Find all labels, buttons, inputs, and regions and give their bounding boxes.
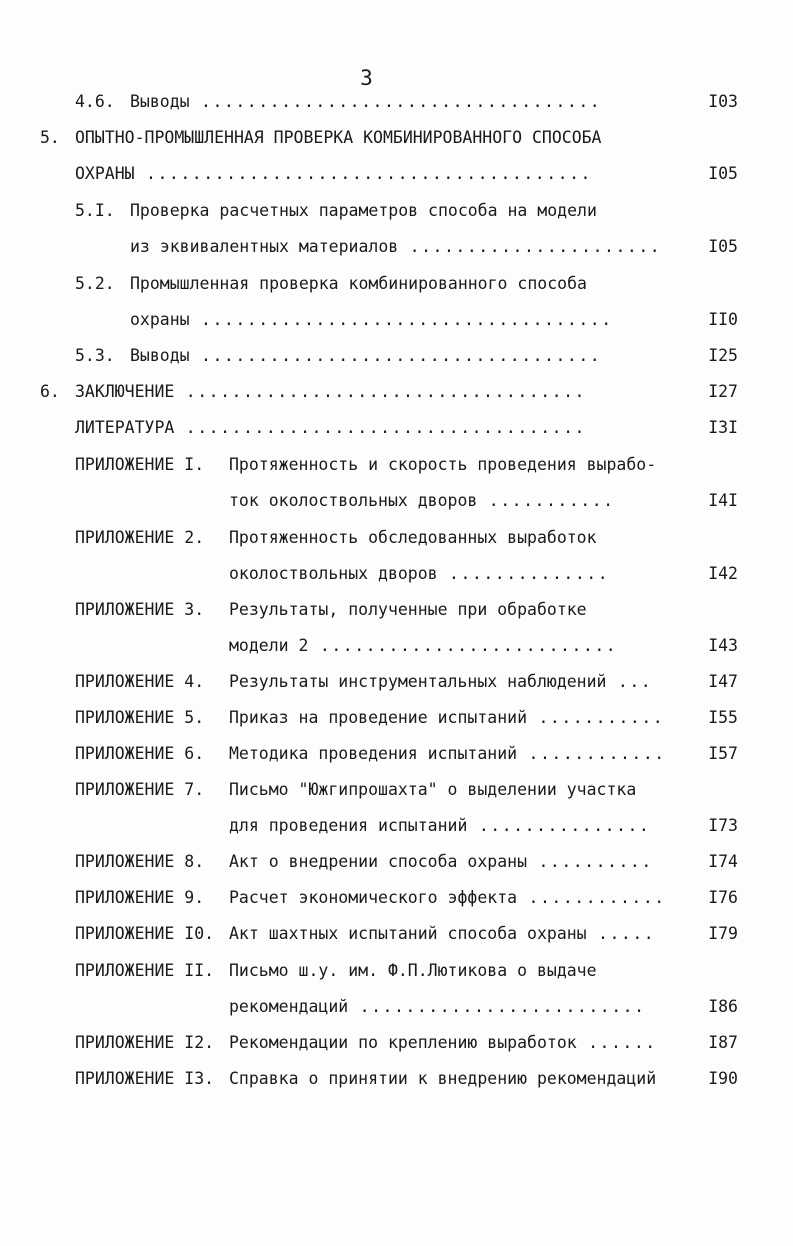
toc-entry[interactable] [229,597,735,623]
entry-prefix: ПРИЛОЖЕНИЕ I. [75,455,205,474]
entry-title: для проведения испытаний [229,816,468,835]
entry-prefix: 5.3. [75,346,115,365]
toc-entry[interactable] [130,198,735,224]
entry-title: Рекомендации по креплению выработок [229,1033,577,1052]
toc-entry[interactable] [75,125,735,151]
entry-title: Расчет экономического эффекта [229,888,518,907]
dot-leader: ................................... [189,92,602,111]
entry-prefix: ПРИЛОЖЕНИЕ 5. [75,708,205,727]
page-ref: I27 [708,382,738,401]
page-ref: II0 [708,310,738,329]
dot-leader: ... [606,672,653,691]
entry-prefix: ПРИЛОЖЕНИЕ I0. [75,924,215,943]
toc-entry[interactable] [229,1066,690,1092]
toc-entry[interactable] [130,307,690,333]
entry-title: ОПЫТНО-ПРОМЫШЛЕННАЯ ПРОВЕРКА КОМБИНИРОВАННОГО СПОСОБА [75,128,602,147]
entry-prefix: ПРИЛОЖЕНИЕ 3. [75,600,205,619]
dot-leader: .................................... [189,310,613,329]
page-ref: I47 [708,672,738,691]
entry-prefix: 5.I. [75,201,115,220]
page-ref: I86 [708,997,738,1016]
toc-entry[interactable] [229,633,690,659]
toc-entry[interactable] [229,561,690,587]
entry-title: Справка о принятии к внедрению рекомендаций [229,1069,657,1088]
page-ref: I87 [708,1033,738,1052]
page-ref: I55 [708,708,738,727]
entry-title: ОХРАНЫ [75,164,135,183]
dot-leader: ................................... [174,418,586,437]
section-number: 5. [40,128,60,147]
toc-entry[interactable] [229,452,735,478]
toc-entry[interactable] [229,777,735,803]
toc-entry[interactable] [130,343,690,369]
entry-title: охраны [130,310,190,329]
toc-entry[interactable] [229,525,735,551]
dot-leader: ................................... [189,346,602,365]
toc-entry[interactable] [130,234,690,260]
entry-title: Протяженность обследованных выработок [229,528,597,547]
entry-prefix: ПРИЛОЖЕНИЕ 2. [75,528,205,547]
toc-entry[interactable] [229,958,735,984]
entry-title: Акт о внедрении способа охраны [229,852,528,871]
entry-prefix: ПРИЛОЖЕНИЕ II. [75,961,215,980]
dot-leader: ........... [527,708,665,727]
dot-leader: ..... [586,924,656,943]
entry-title: ЛИТЕРАТУРА [75,418,175,437]
toc-entry[interactable] [75,161,690,187]
section-number: 6. [40,382,60,401]
entry-prefix: 4.6. [75,92,115,111]
page-ref: I05 [708,237,738,256]
dot-leader: ....................................... [134,164,592,183]
entry-title: Промышленная проверка комбинированного способа [130,274,587,293]
toc-entry[interactable] [75,379,690,405]
page-ref: I43 [708,636,738,655]
page-ref: I79 [708,924,738,943]
entry-title: Проверка расчетных параметров способа на модели [130,201,597,220]
toc-entry[interactable] [229,1030,690,1056]
entry-title: Результаты, полученные при обработке [229,600,587,619]
toc-entry[interactable] [130,89,690,115]
page-number: 3 [360,66,373,90]
toc-entry[interactable] [229,849,690,875]
dot-leader: .......... [527,852,653,871]
dot-leader: ...... [576,1033,657,1052]
dot-leader: ........... [477,491,615,510]
entry-prefix: ПРИЛОЖЕНИЕ I2. [75,1033,215,1052]
entry-title: Приказ на проведение испытаний [229,708,528,727]
dot-leader: .......................... [308,636,618,655]
entry-prefix: ПРИЛОЖЕНИЕ 8. [75,852,205,871]
page-ref: I90 [708,1069,738,1088]
page-ref: I57 [708,744,738,763]
toc-entry[interactable] [229,994,690,1020]
page-ref: I3I [708,418,738,437]
entry-prefix: ПРИЛОЖЕНИЕ 6. [75,744,205,763]
entry-prefix: ПРИЛОЖЕНИЕ 4. [75,672,205,691]
entry-title: Результаты инструментальных наблюдений [229,672,607,691]
entry-title: из эквивалентных материалов [130,237,399,256]
toc-entry[interactable] [229,488,690,514]
toc-entry[interactable] [130,271,735,297]
toc-entry[interactable] [229,741,690,767]
dot-leader: ...................... [398,237,662,256]
page-ref: I25 [708,346,738,365]
toc-entry[interactable] [75,415,690,441]
page-ref: I05 [708,164,738,183]
toc-entry[interactable] [229,885,690,911]
toc-entry[interactable] [229,705,690,731]
page-ref: I03 [708,92,738,111]
entry-prefix: ПРИЛОЖЕНИЕ 7. [75,780,205,799]
entry-title: ток околоствольных дворов [229,491,478,510]
dot-leader: .............. [437,564,610,583]
entry-title: Акт шахтных испытаний способа охраны [229,924,587,943]
entry-title: Письмо ш.у. им. Ф.П.Лютикова о выдаче [229,961,597,980]
page-ref: I74 [708,852,738,871]
toc-entry[interactable] [229,921,690,947]
dot-leader: ............ [517,744,666,763]
page-ref: I42 [708,564,738,583]
dot-leader: ............ [517,888,666,907]
entry-prefix: ПРИЛОЖЕНИЕ 9. [75,888,205,907]
entry-prefix: 5.2. [75,274,115,293]
dot-leader: ......................... [348,997,646,1016]
entry-prefix: ПРИЛОЖЕНИЕ I3. [75,1069,215,1088]
dot-leader: ............... [467,816,651,835]
entry-title: рекомендаций [229,997,349,1016]
entry-title: ЗАКЛЮЧЕНИЕ [75,382,175,401]
entry-title: Выводы [130,92,190,111]
page-ref: I76 [708,888,738,907]
toc-entry[interactable] [229,669,690,695]
toc-entry[interactable] [229,813,690,839]
entry-title: Методика проведения испытаний [229,744,518,763]
entry-title: околоствольных дворов [229,564,438,583]
entry-title: модели 2 [229,636,309,655]
page-ref: I4I [708,491,738,510]
dot-leader: ................................... [174,382,586,401]
entry-title: Протяженность и скорость проведения вырабо- [229,455,657,474]
page-ref: I73 [708,816,738,835]
entry-title: Письмо "Южгипрошахта" о выделении участка [229,780,637,799]
entry-title: Выводы [130,346,190,365]
